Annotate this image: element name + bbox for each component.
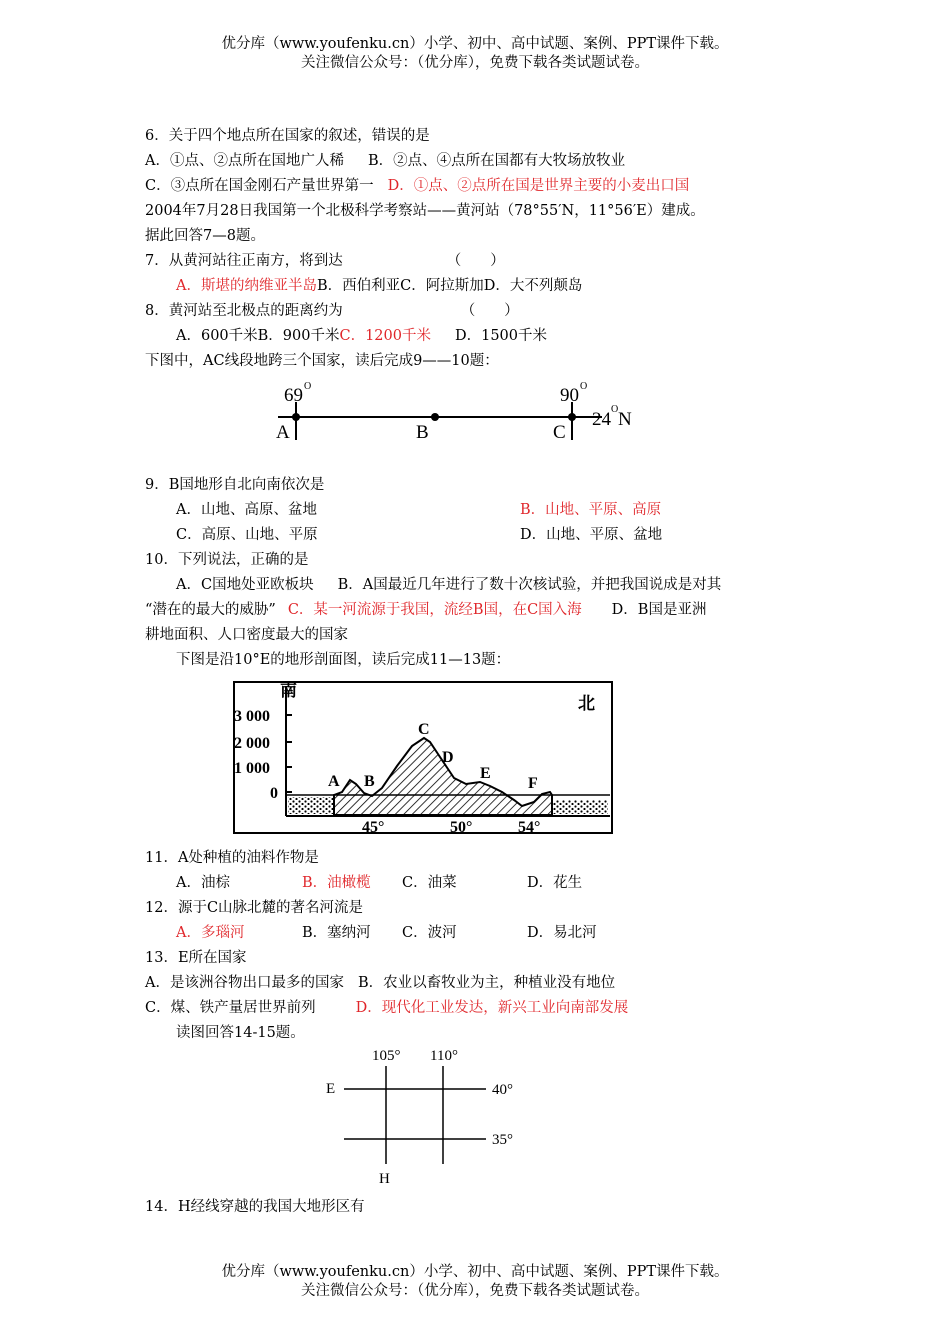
fig1-deg-1: O [304,381,312,392]
q9-option-d: D．山地、平原、盆地 [520,527,663,543]
grid-label-h: H [379,1171,390,1187]
q10-row-1 [176,575,721,595]
fig1-lat-24: 24 [592,409,611,430]
q10-option-b-part1: B．A国最近几年进行了数十次核试验，并把我国说成是对其 [337,577,722,593]
q13-stem: 13．E所在国家 [145,950,247,966]
q13-option-c: C．煤、铁产量居世界前列 [145,1000,316,1016]
y-tick-0: 0 [270,785,278,802]
q6-option-c: C．③点所在国金刚石产量世界第一 [145,178,374,194]
intro-9-10: 下图中，AC线段地跨三个国家，读后完成9——10题： [145,353,499,369]
fig1-lon-69: 69 [284,385,303,406]
profile-south-label: 南 [280,681,297,700]
q6-options-ab [145,151,625,171]
q7-stem: 7．从黄河站往正南方，将到达 [145,253,343,269]
q13-option-a: A．是该洲谷物出口最多的国家 [145,975,344,991]
q6-options-cd [145,176,689,196]
q13-option-b: B．农业以畜牧业为主，种植业没有地位 [357,975,616,991]
profile-north-label: 北 [578,694,595,713]
q11-option-a: A．油棕 [176,875,230,891]
intro-7-8-line-1: 2004年7月28日我国第一个北极科学考察站——黄河站（78°55′N，11°56′E）建成。 [145,203,705,219]
lat-lon-grid-figure [320,1042,530,1192]
q7-option-a-answer: A．斯堪的纳维亚半岛 [176,278,317,294]
intro-14-15: 读图回答14-15题。 [176,1025,305,1041]
profile-point-d: D [442,749,454,766]
footer-line-1: 优分库（www.youfenku.cn）小学、初中、高中试题、案例、PPT课件下载。 [221,1264,729,1280]
q12-option-d: D．易北河 [527,925,597,941]
grid-lon-110: 110° [430,1048,458,1064]
y-tick-2000: 2 000 [234,735,270,752]
header-line-2: 关注微信公众号：（优分库），免费下载各类试题试卷。 [301,55,649,71]
q9-option-b-answer: B．山地、平原、高原 [520,502,662,518]
q8-stem-row [145,301,519,321]
x-tick-50: 50° [450,819,473,836]
fig1-lon-90: 90 [560,385,579,406]
q7-options-bcd: B．西伯利亚C．阿拉斯加D．大不列颠岛 [316,278,583,294]
q10-option-b-part2: “潜在的最大的威胁” [145,602,276,618]
q11-option-b-answer: B．油橄榄 [302,875,371,891]
q14-stem: 14．H经线穿越的我国大地形区有 [145,1199,365,1215]
q8-option-d: D．1500千米 [454,328,548,344]
q10-option-c-answer: C．某一河流源于我国，流经B国，在C国入海 [287,602,582,618]
q7-options [176,276,582,296]
q8-stem: 8．黄河站至北极点的距离约为 [145,303,343,319]
q12-option-c: C．波河 [402,925,457,941]
q13-row-1 [145,973,615,993]
q10-option-a: A．C国地处亚欧板块 [176,577,314,593]
q12-option-a-answer: A．多瑙河 [176,925,245,941]
q10-option-d-part2: 耕地面积、人口密度最大的国家 [145,627,348,643]
fig1-point-a: A [276,422,290,443]
q12-stem: 12．源于C山脉北麓的著名河流是 [145,900,364,916]
q10-stem: 10．下列说法，正确的是 [145,552,309,568]
q9-option-a: A．山地、高原、盆地 [176,502,317,518]
q8-paren: （ ） [460,303,519,319]
grid-lat-35: 35° [492,1132,513,1148]
q7-paren: （ ） [446,253,505,269]
q8-options-ab: A．600千米B．900千米 [176,328,340,344]
q6-option-b: B．②点、④点所在国都有大牧场放牧业 [367,153,626,169]
q12-option-b: B．塞纳河 [302,925,371,941]
q10-option-d-part1: D．B国是亚洲 [611,602,707,618]
q10-row-2 [145,600,706,620]
x-tick-54: 54° [518,819,541,836]
x-tick-45: 45° [362,819,385,836]
grid-lat-40: 40° [492,1082,513,1098]
q9-stem: 9．B国地形自北向南依次是 [145,477,325,493]
fig1-deg-3: O [611,404,619,415]
profile-point-c: C [418,721,430,738]
intro-7-8-line-2: 据此回答7—8题。 [145,228,265,244]
q11-option-c: C．油菜 [402,875,457,891]
fig1-point-c: C [553,422,566,443]
fig1-lat-n: N [618,409,632,430]
y-tick-1000: 1 000 [234,760,270,777]
terrain-profile-figure [232,680,616,840]
q11-option-d: D．花生 [527,875,583,891]
grid-label-e: E [326,1081,336,1097]
fig1-deg-2: O [580,381,588,392]
q6-option-a: A．①点、②点所在国地广人稀 [145,153,344,169]
q13-row-2 [145,998,628,1018]
q13-option-d-answer: D．现代化工业发达，新兴工业向南部发展 [355,1000,629,1016]
intro-11-13: 下图是沿10°E的地形剖面图，读后完成11—13题： [176,652,511,668]
ac-line-figure [270,378,650,450]
header-line-1: 优分库（www.youfenku.cn）小学、初中、高中试题、案例、PPT课件下载。 [221,36,729,52]
q7-stem-row [145,251,505,271]
profile-point-f: F [528,775,538,792]
q11-stem: 11．A处种植的油料作物是 [145,850,319,866]
fig1-point-b: B [416,422,429,443]
q8-options [176,326,547,346]
q6-stem: 6．关于四个地点所在国家的叙述，错误的是 [145,128,430,144]
q9-option-c: C．高原、山地、平原 [176,527,318,543]
q6-option-d-answer: D．①点、②点所在国是世界主要的小麦出口国 [387,178,690,194]
profile-point-e: E [480,765,491,782]
q8-option-c-answer: C．1200千米 [339,328,431,344]
profile-point-b: B [364,773,375,790]
grid-lon-105: 105° [372,1048,401,1064]
footer-line-2: 关注微信公众号：（优分库），免费下载各类试题试卷。 [301,1283,649,1299]
y-tick-3000: 3 000 [234,708,270,725]
profile-point-a: A [328,773,340,790]
